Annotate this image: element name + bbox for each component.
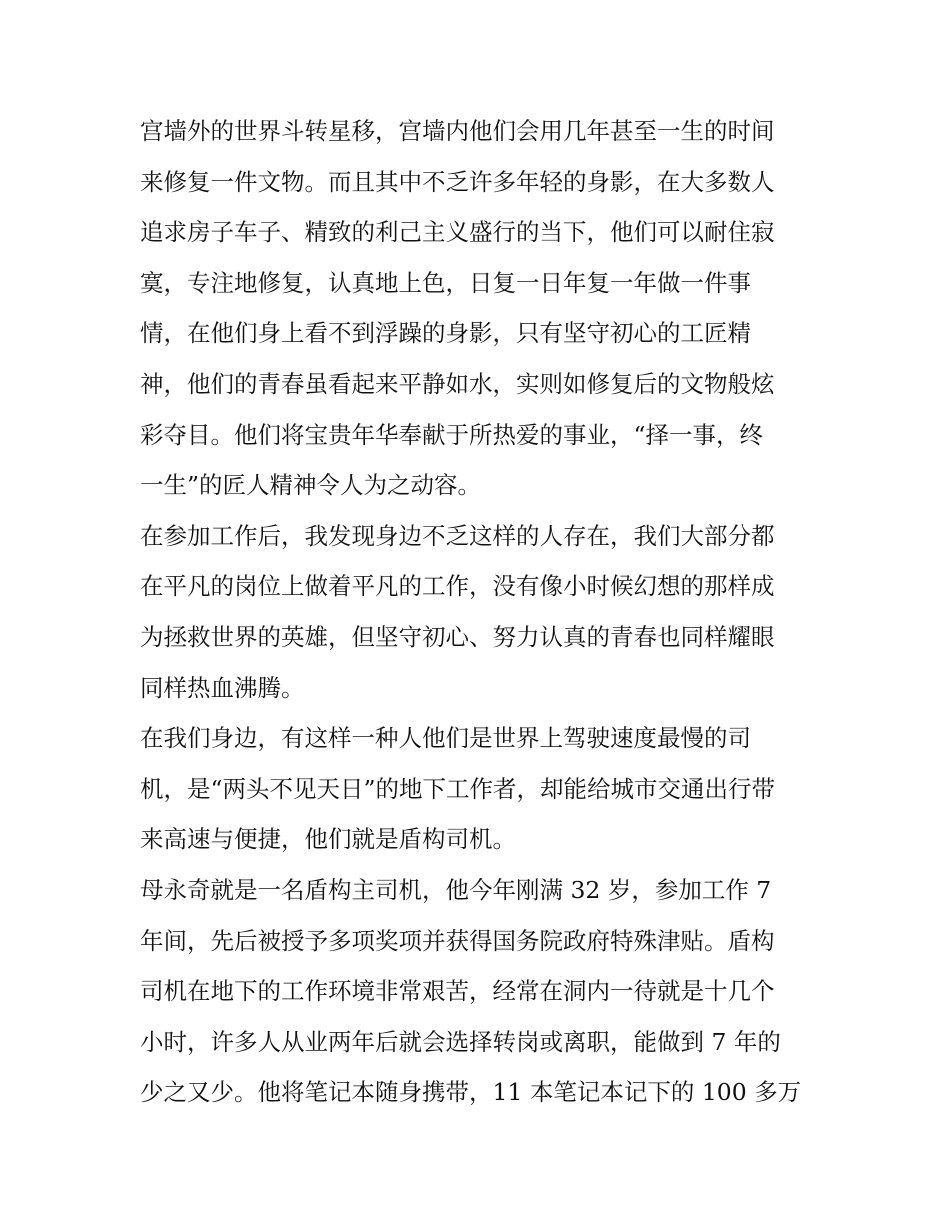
text-line: 年间，先后被授予多项奖项并获得国务院政府特殊津贴。盾构: [140, 926, 775, 955]
text-line: 一生”的匠人精神令人为之动容。: [140, 471, 482, 500]
text-line: 小时，许多人从业两年后就会选择转岗或离职，能做到 7 年的: [140, 1027, 781, 1056]
text-line: 来高速与便捷，他们就是盾构司机。: [140, 825, 516, 854]
text-line: 在我们身边，有这样一种人他们是世界上驾驶速度最慢的司: [140, 724, 751, 753]
text-line: 来修复一件文物。而且其中不乏许多年轻的身影，在大多数人: [140, 167, 775, 196]
text-line: 神，他们的青春虽看起来平静如水，实则如修复后的文物般炫: [140, 369, 775, 398]
text-line: 情，在他们身上看不到浮躁的身影，只有坚守初心的工匠精: [140, 319, 751, 348]
text-line: 宫墙外的世界斗转星移，宫墙内他们会用几年甚至一生的时间: [140, 117, 775, 145]
body-text: [140, 106, 820, 1118]
text-line: 同样热血沸腾。: [140, 673, 305, 702]
text-line: 机，是“两头不见天日”的地下工作者，却能给城市交通出行带: [140, 774, 776, 803]
text-line: 寞，专注地修复，认真地上色，日复一日年复一年做一件事: [140, 268, 751, 297]
text-line: 为拯救世界的英雄，但坚守初心、努力认真的青春也同样耀眼: [140, 622, 775, 651]
text-line: 母永奇就是一名盾构主司机，他今年刚满 32 岁，参加工作 7: [140, 875, 772, 904]
text-line: 追求房子车子、精致的利己主义盛行的当下，他们可以耐住寂: [140, 218, 775, 247]
text-line: 少之又少。他将笔记本随身携带，11 本笔记本记下的 100 多万: [140, 1078, 802, 1107]
text-line: 彩夺目。他们将宝贵年华奉献于所热爱的事业，“择一事，终: [140, 420, 764, 449]
text-line: 在平凡的岗位上做着平凡的工作，没有像小时候幻想的那样成: [140, 572, 775, 601]
text-line: 司机在地下的工作环境非常艰苦，经常在洞内一待就是十几个: [140, 977, 775, 1006]
text-line: 在参加工作后，我发现身边不乏这样的人存在，我们大部分都: [140, 521, 775, 550]
